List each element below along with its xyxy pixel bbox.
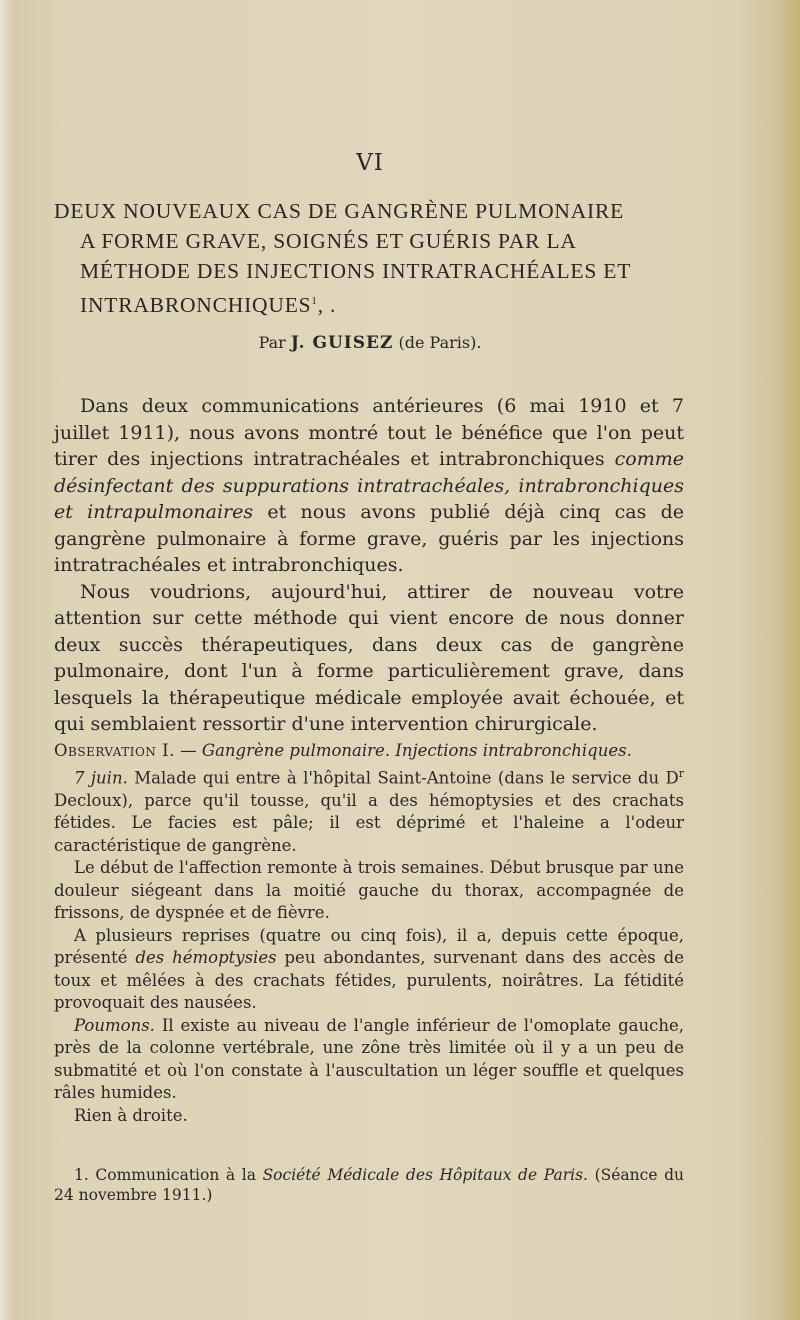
observation-p1-sup: r	[678, 766, 684, 780]
observation-p4-label: Poumons.	[74, 1015, 155, 1035]
observation-p3-text-b: peu abondantes, survenant dans des accès de toux et mêlées à des crachats fétides, purulents, noirâtres. La fétidité provoquait des nausées.	[54, 948, 684, 1012]
observation-p1-text-a: Malade qui entre à l'hôpital Saint-Antoine (dans le service du D	[134, 768, 679, 787]
byline-prefix: Par	[258, 333, 286, 352]
title-line-4: INTRABRONCHIQUES$^1$, .	[80, 293, 337, 318]
intro-section	[54, 393, 684, 738]
footnote-italic: Société Médicale des Hôpitaux de Paris.	[262, 1166, 588, 1184]
observation-date: 7 juin.	[74, 768, 128, 787]
footnote-mark: 1.	[74, 1166, 89, 1184]
footnote-text-b: (Séance du 24 novembre 1911.)	[54, 1166, 684, 1204]
title-line-1: DEUX NOUVEAUX CAS DE GANGRÈNE PULMONAIRE	[54, 199, 625, 223]
footnote	[54, 1165, 684, 1205]
observation-paragraph-3	[54, 925, 684, 1015]
observation-p3-italic: des hémoptysies	[135, 948, 277, 967]
article-title	[54, 196, 684, 320]
intro-p1-text-a: Dans deux communications antérieures (6 mai 1910 et 7 juillet 1911), nous avons montré tout le bénéfice que l'on peut tirer des injections intratrachéales et intrabronchiques	[54, 395, 684, 470]
title-line-3: MÉTHODE DES INJECTIONS INTRATRACHÉALES ET	[80, 259, 632, 283]
intro-p1-text-b: et nous avons publié déjà cinq cas de gangrène pulmonaire à forme grave, guéris par les injections intratrachéales et intrabronchiques.	[54, 501, 684, 576]
intro-p1-italic: comme désinfectant des suppurations intratrachéales, intrabronchiques et intrapulmonaires	[54, 448, 684, 523]
observation-paragraph-5: Rien à droite.	[74, 1105, 188, 1125]
observation-p1-text-b: Decloux), parce qu'il tousse, qu'il a des hémoptysies et des crachats fétides. Le facies est pâle; il est déprimé et l'haleine a l'odeur caractéristique de gangrène.	[54, 790, 684, 855]
intro-paragraph-1	[54, 393, 684, 579]
intro-paragraph-2: Nous voudrions, aujourd'hui, attirer de nouveau votre attention sur cette méthode qui vient encore de nous donner deux succès thérapeutiques, dans deux cas de gangrène pulmonaire, dont l'un à forme particulièrement grave, dans lesquels la thérapeutique médicale employée avait échouée, et qui semblaient ressortir d'une intervention chirurgicale.	[54, 580, 684, 735]
observation-label: Observation I.	[54, 741, 175, 760]
title-line-2: A FORME GRAVE, SOIGNÉS ET GUÉRIS PAR LA	[80, 229, 577, 253]
byline-suffix: (de Paris).	[398, 333, 482, 352]
observation-p3-text-a: A plusieurs reprises (quatre ou cinq fois), il a, depuis cette époque, présenté	[54, 925, 684, 967]
observation-p4-text: Il existe au niveau de l'angle inférieur de l'omoplate gauche, près de la colonne vertébrale, une zône très limitée où il y a un peu de submatité et où l'on constate à l'auscultation un léger souffle et quelques râles humides.	[54, 1015, 684, 1102]
byline	[0, 333, 740, 353]
observation-paragraph-1	[54, 763, 684, 858]
chapter-number: VI	[356, 150, 384, 176]
byline-author: J. GUISEZ	[290, 333, 394, 353]
observation-paragraph-4	[54, 1015, 684, 1105]
title-line-4-text: INTRABRONCHIQUES	[80, 293, 312, 318]
footnote-text-a: Communication à la	[88, 1166, 263, 1184]
title-note-mark: 1	[311, 295, 318, 307]
observation-paragraph-2: Le début de l'affection remonte à trois semaines. Début brusque par une douleur siégeant dans la moitié gauche du thorax, accompagnée de frissons, de dyspnée et de fièvre.	[54, 858, 684, 922]
observation-section	[54, 740, 684, 1127]
page-edge-left	[0, 0, 14, 1320]
observation-title: — Gangrène pulmonaire. Injections intrabronchiques.	[180, 741, 632, 760]
page-edge-right	[778, 0, 800, 1320]
observation-heading	[54, 740, 684, 763]
